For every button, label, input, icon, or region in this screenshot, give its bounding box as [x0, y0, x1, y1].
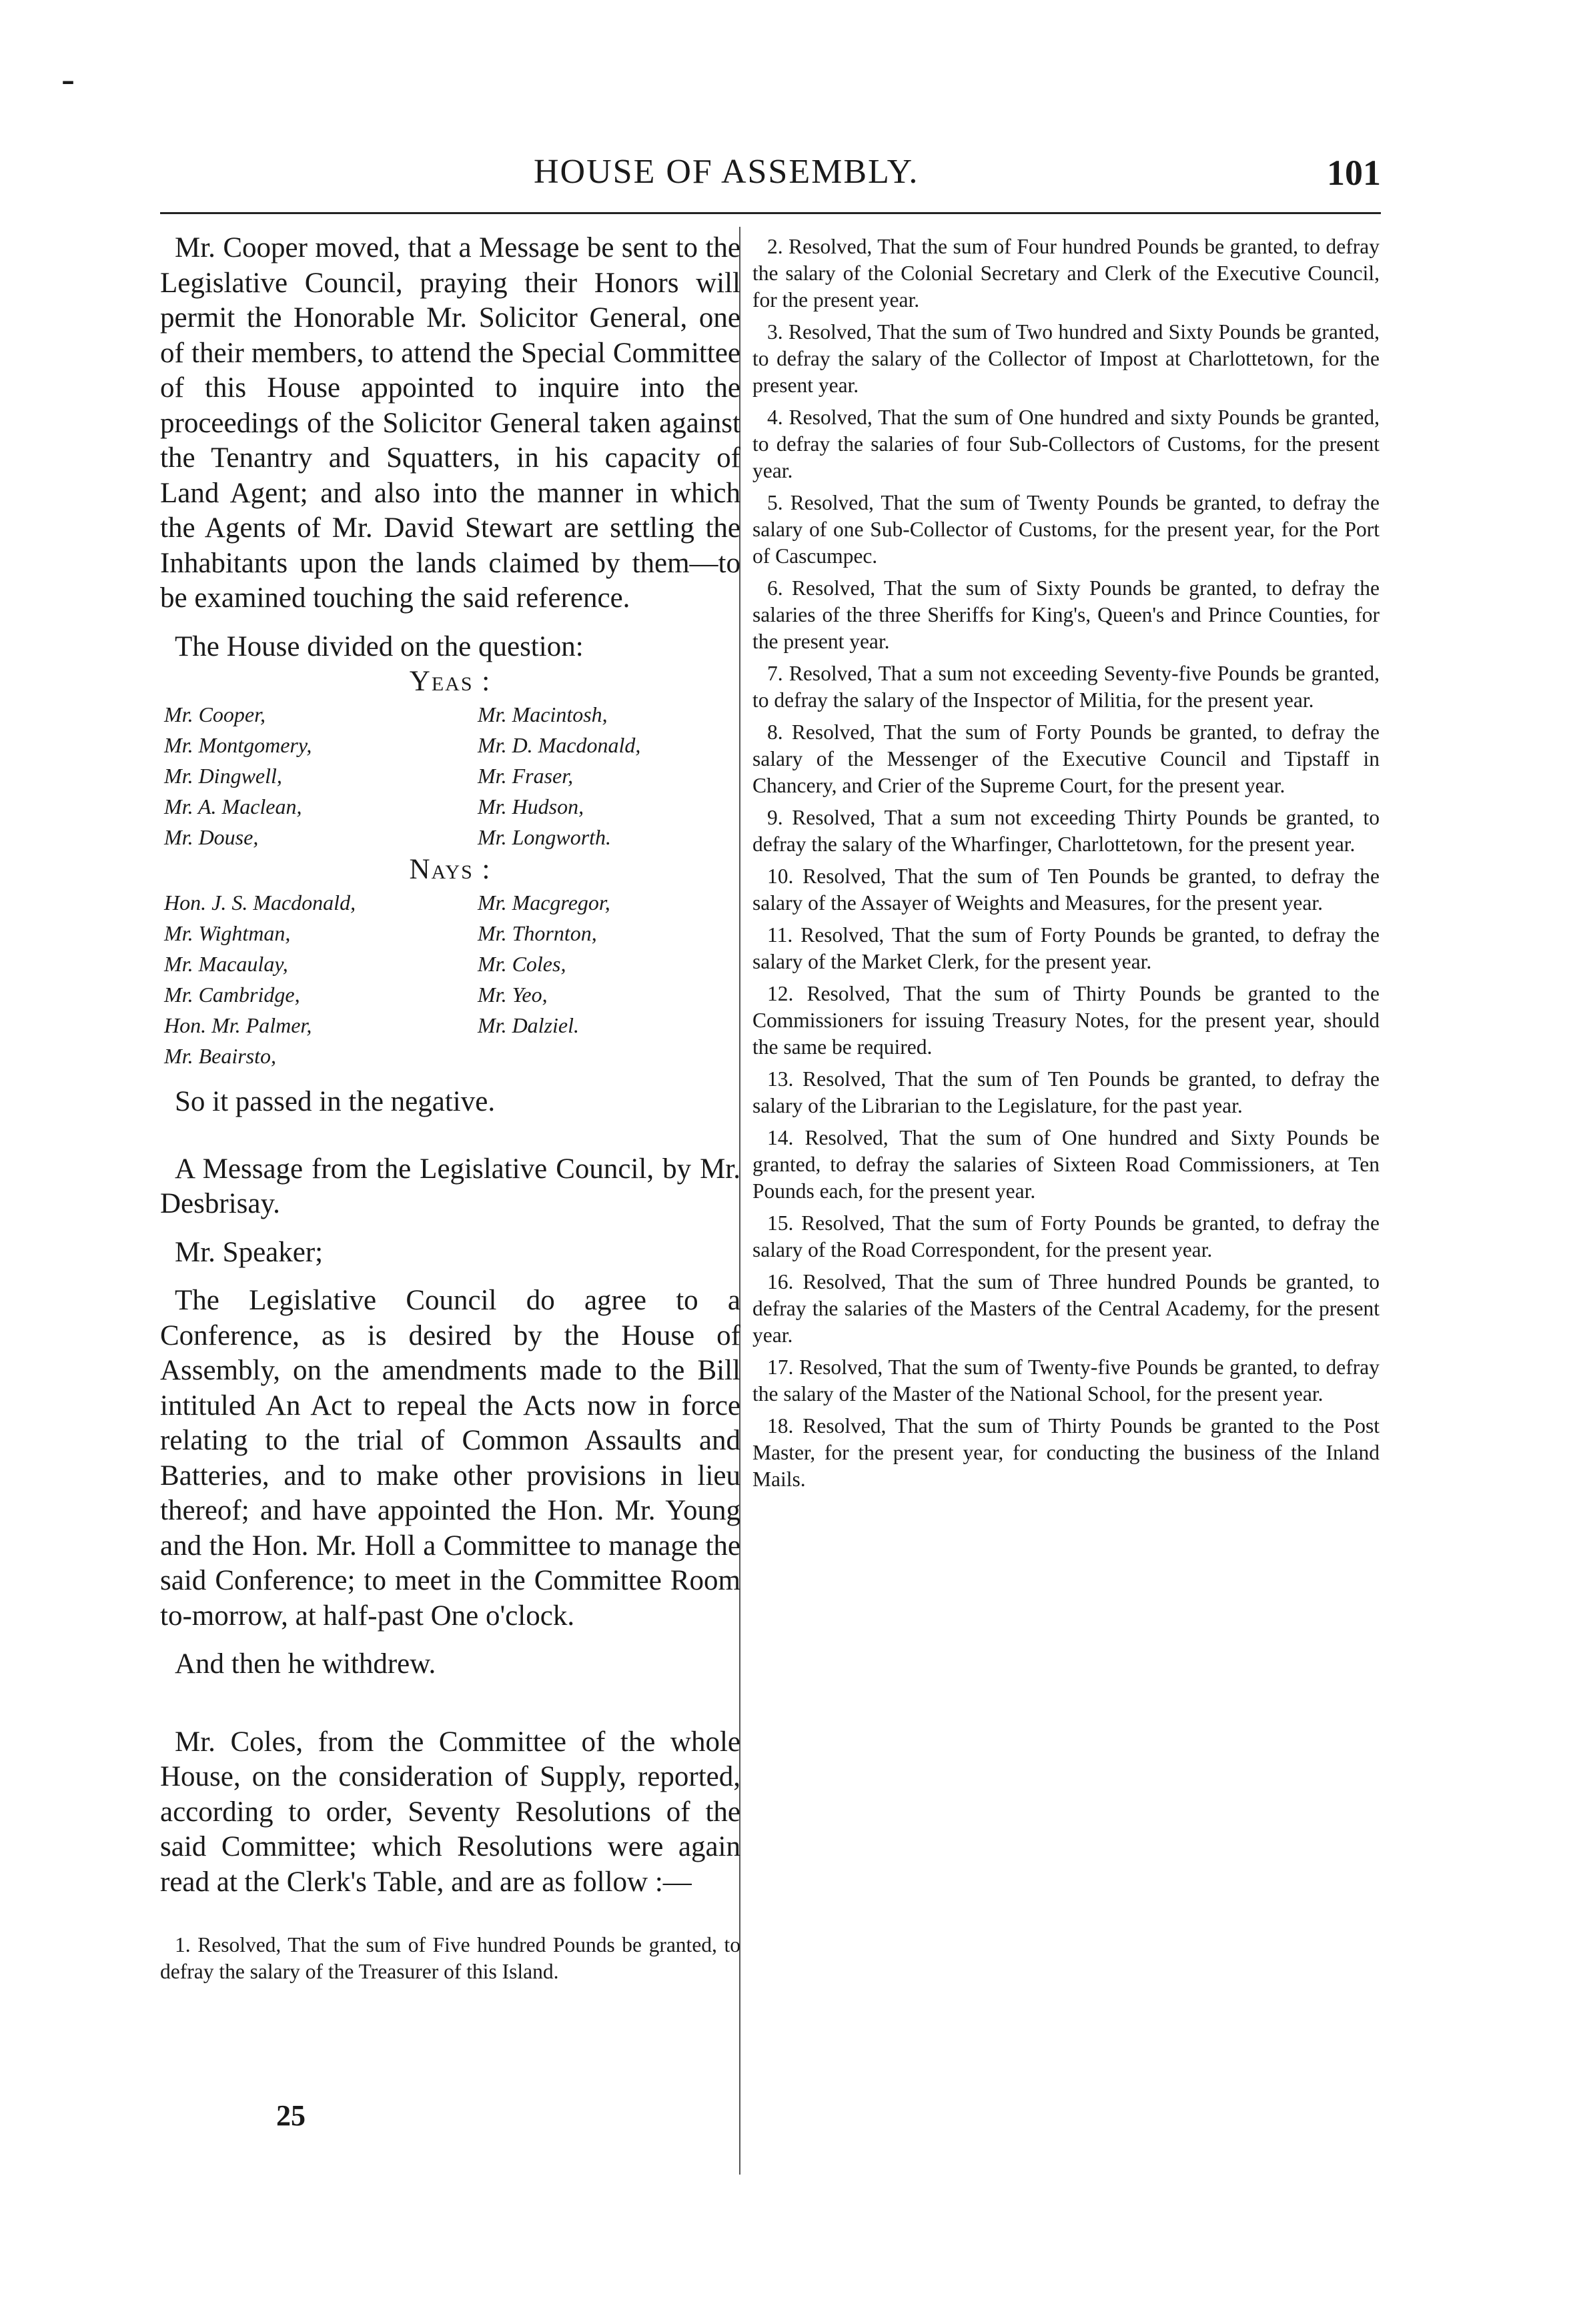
- resolution-text: 1. Resolved, That the sum of Five hundred Pounds be granted, to defray the salary of the Treasurer of this Island.: [160, 1933, 740, 1983]
- nay-member: Mr. Wightman,: [164, 921, 291, 945]
- coles-report-text: Mr. Coles, from the Committee of the whole House, on the consideration of Supply, reported, according to order, Seventy Resolutions of the said Committee; which Resolutions were again read at the Clerk's Table, and are as follow :—: [160, 1726, 740, 1898]
- negative-text: So it passed in the negative.: [175, 1086, 496, 1117]
- resolution-16: 16. Resolved, That the sum of Three hundred Pounds be granted, to defray the salaries of the Masters of the Central Academy, for the present year.: [752, 1270, 1380, 1347]
- nay-member: Hon. Mr. Palmer,: [164, 1013, 312, 1037]
- resolution-15: 15. Resolved, That the sum of Forty Pounds be granted, to defray the salary of the Road Correspondent, for the present year.: [752, 1211, 1380, 1261]
- yeas-heading: Yeas :: [409, 666, 492, 697]
- resolution-7: 7. Resolved, That a sum not exceeding Seventy-five Pounds be granted, to defray the salary of the Inspector of Militia, for the present year.: [752, 662, 1380, 712]
- nay-member: Mr. Beairsto,: [164, 1044, 276, 1068]
- yea-member: Mr. Dingwell,: [164, 764, 282, 788]
- nay-member: Mr. Coles,: [478, 952, 566, 976]
- nay-member: Mr. Macgregor,: [478, 891, 610, 915]
- right-column: [752, 233, 1380, 1498]
- yea-member: Mr. Cooper,: [164, 702, 266, 726]
- resolution-13: 13. Resolved, That the sum of Ten Pounds be granted, to defray the salary of the Librarian to the Legislature, for the past year.: [752, 1067, 1380, 1117]
- resolution-10: 10. Resolved, That the sum of Ten Pounds be granted, to defray the salary of the Assayer of Weights and Measures, for the present year.: [752, 864, 1380, 915]
- running-title: HOUSE OF ASSEMBLY.: [534, 153, 919, 191]
- resolution-5: 5. Resolved, That the sum of Twenty Pounds be granted, to defray the salary of one Sub-Collector of Customs, for the present year, for the Port of Cascumpec.: [752, 491, 1380, 568]
- page-number: 101: [1327, 153, 1381, 193]
- motion-paragraph: [160, 231, 740, 616]
- header-rule: [160, 212, 1381, 214]
- resolution-18: 18. Resolved, That the sum of Thirty Pounds be granted to the Post Master, for the present year, for conducting the business of the Inland Mails.: [752, 1414, 1380, 1491]
- withdrew-paragraph: [160, 1647, 740, 1682]
- nay-member: Mr. Dalziel.: [478, 1013, 579, 1037]
- division-text: The House divided on the question:: [175, 630, 584, 662]
- division-paragraph: [160, 630, 740, 665]
- resolution-12: 12. Resolved, That the sum of Thirty Pounds be granted to the Commissioners for issuing Treasury Notes, for the present year, should the same be required.: [752, 982, 1380, 1059]
- resolution-6: 6. Resolved, That the sum of Sixty Pounds be granted, to defray the salaries of the three Sheriffs for King's, Queen's and Prince Counties, for the present year.: [752, 576, 1380, 653]
- page-edge-mark: -: [61, 57, 75, 101]
- yea-member: Mr. Montgomery,: [164, 733, 312, 757]
- nay-member: Mr. Yeo,: [478, 983, 548, 1007]
- yea-member: Mr. Fraser,: [478, 764, 574, 788]
- yea-member: Mr. Hudson,: [478, 794, 584, 818]
- resolution-2: 2. Resolved, That the sum of Four hundred Pounds be granted, to defray the salary of the Colonial Secretary and Clerk of the Executive Council, for the present year.: [752, 235, 1380, 312]
- message-body-text: The Legislative Council do agree to a Conference, as is desired by the House of Assembly, on the amendments made to the Bill intituled An Act to repeal the Acts now in force relating to the trial of Common Assaults and Batteries, and to make other provisions in lieu thereof; and have appointed the Hon. Mr. Young and the Hon. Mr. Holl a Committee to manage the said Conference; to meet in the Committee Room to-morrow, at half-past One o'clock.: [160, 1285, 740, 1632]
- left-column: [160, 231, 740, 1990]
- message-intro-paragraph: [160, 1152, 740, 1222]
- resolution-1: [160, 1932, 740, 1985]
- nays-list: [160, 887, 740, 1071]
- yea-member: Mr. Douse,: [164, 825, 259, 849]
- negative-paragraph: [160, 1085, 740, 1120]
- signature-mark: 25: [276, 2099, 306, 2132]
- message-body-paragraph: [160, 1283, 740, 1634]
- speaker-paragraph: [160, 1235, 740, 1271]
- yea-member: Mr. Longworth.: [478, 825, 612, 849]
- message-intro-text: A Message from the Legislative Council, by Mr. Desbrisay.: [160, 1153, 740, 1219]
- nay-member: [478, 1041, 744, 1071]
- resolution-9: 9. Resolved, That a sum not exceeding Thirty Pounds be granted, to defray the salary of the Wharfinger, Charlottetown, for the present year.: [752, 806, 1380, 856]
- page-header: [160, 148, 1381, 208]
- coles-report-paragraph: [160, 1725, 740, 1900]
- yea-member: Mr. A. Maclean,: [164, 794, 302, 818]
- yea-member: Mr. Macintosh,: [478, 702, 608, 726]
- resolution-8: 8. Resolved, That the sum of Forty Pounds be granted, to defray the salary of the Messenger of the Executive Council and Tipstaff in Chancery, and Crier of the Supreme Court, for the present year.: [752, 720, 1380, 797]
- resolution-11: 11. Resolved, That the sum of Forty Pounds be granted, to defray the salary of the Market Clerk, for the present year.: [752, 923, 1380, 973]
- nay-member: Mr. Macaulay,: [164, 952, 288, 976]
- yea-member: Mr. D. Macdonald,: [478, 733, 641, 757]
- resolution-4: 4. Resolved, That the sum of One hundred and sixty Pounds be granted, to defray the salaries of four Sub-Collectors of Customs, for the present year.: [752, 406, 1380, 482]
- motion-text: Mr. Cooper moved, that a Message be sent to the Legislative Council, praying their Honors will permit the Honorable Mr. Solicitor General, one of their members, to attend the Special Committee of this House appointed to inquire into the proceedings of the Solicitor General taken against the Tenantry and Squatters, in his capacity of Land Agent; and also into the manner in which the Agents of Mr. David Stewart are settling the Inhabitants upon the lands claimed by them—to be examined touching the said reference.: [160, 232, 740, 614]
- nay-member: Mr. Thornton,: [478, 921, 597, 945]
- withdrew-text: And then he withdrew.: [175, 1648, 436, 1680]
- yeas-list: [160, 699, 740, 852]
- resolution-17: 17. Resolved, That the sum of Twenty-five Pounds be granted, to defray the salary of the Master of the National School, for the present year.: [752, 1355, 1380, 1405]
- nay-member: Hon. J. S. Macdonald,: [164, 891, 356, 915]
- nay-member: Mr. Cambridge,: [164, 983, 300, 1007]
- speaker-text: Mr. Speaker;: [175, 1236, 324, 1268]
- nays-heading: Nays :: [409, 854, 492, 885]
- resolution-3: 3. Resolved, That the sum of Two hundred and Sixty Pounds be granted, to defray the salary of the Collector of Impost at Charlottetown, for the present year.: [752, 320, 1380, 397]
- resolution-14: 14. Resolved, That the sum of One hundred and Sixty Pounds be granted, to defray the salaries of Sixteen Road Commissioners, at Ten Pounds each, for the present year.: [752, 1126, 1380, 1203]
